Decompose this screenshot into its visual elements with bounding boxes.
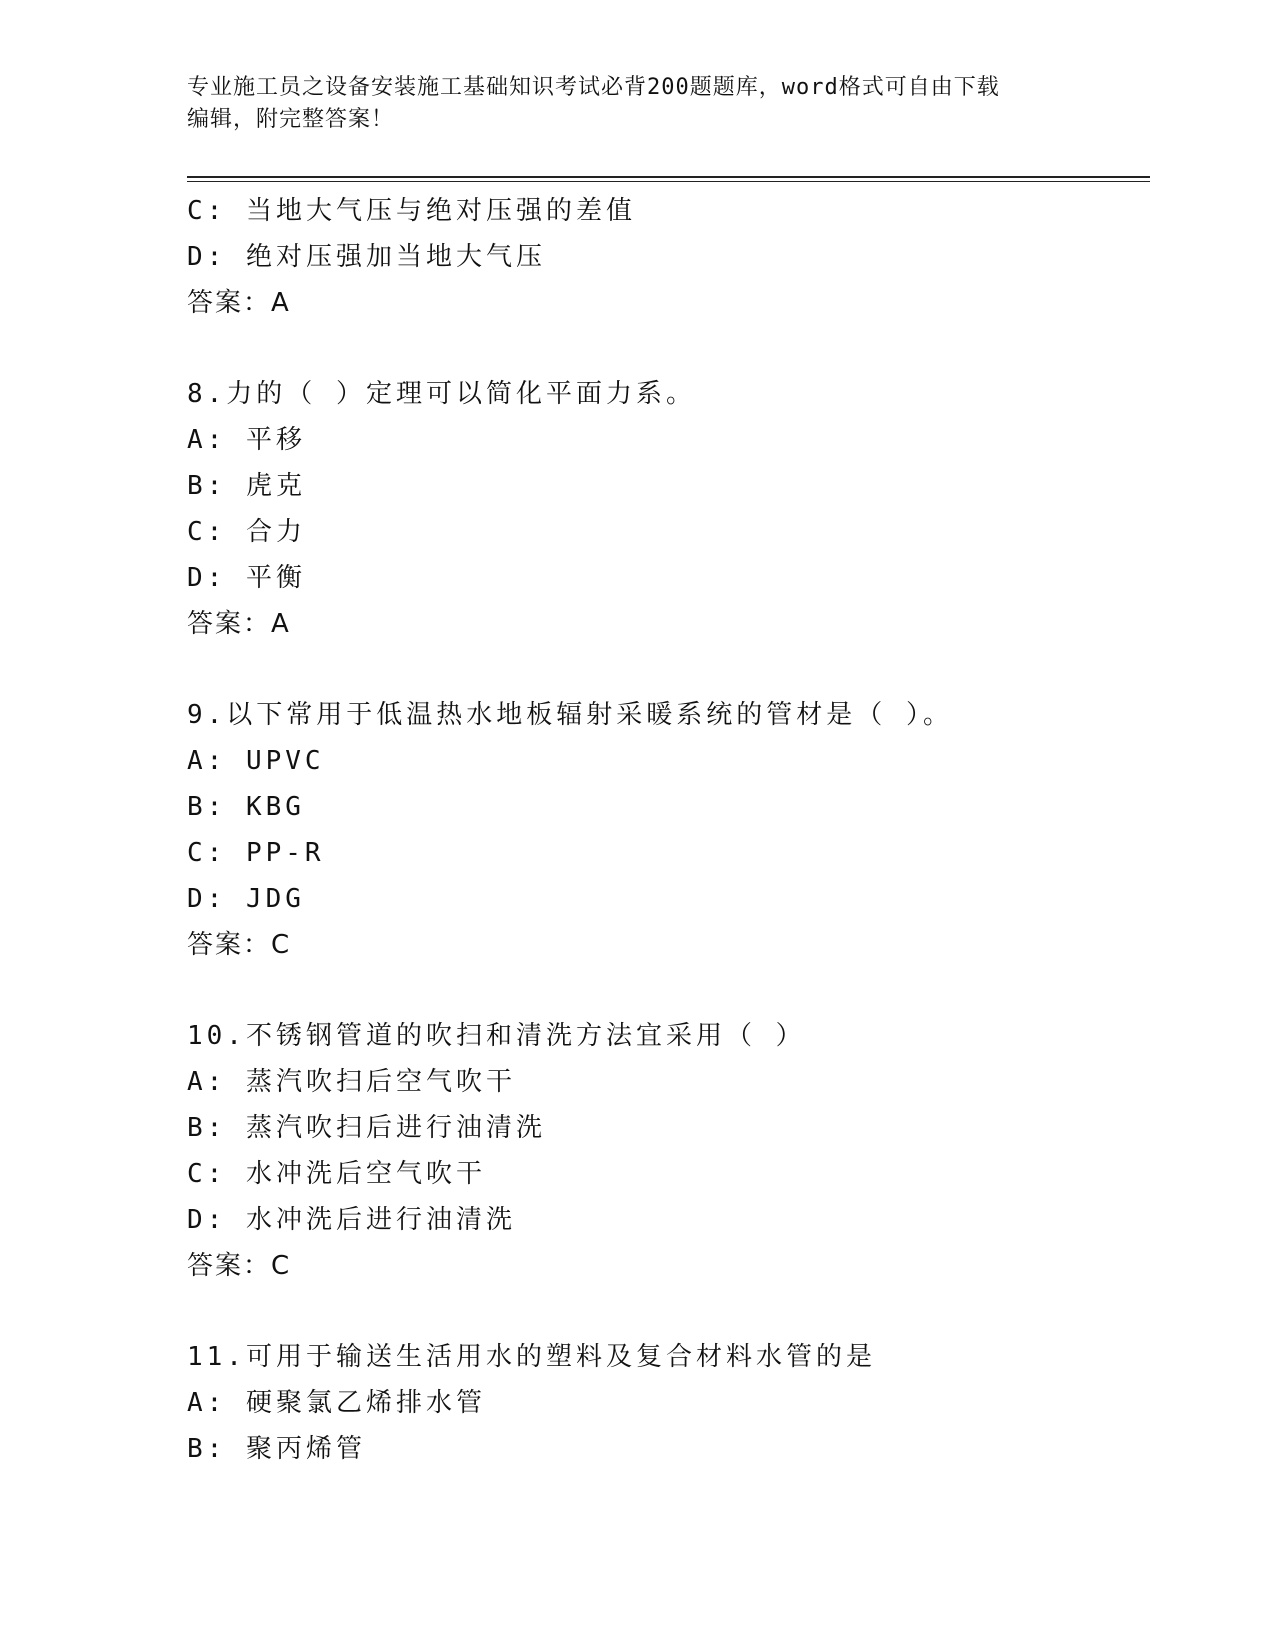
document-header — [187, 72, 1087, 136]
header-line-2: 编辑，附完整答案！ — [187, 107, 395, 132]
option-c: C: 合力 — [187, 517, 306, 547]
answer-line: 答案：A — [187, 288, 291, 318]
header-divider-thin — [187, 181, 1150, 182]
question-11 — [187, 1334, 1147, 1472]
option-d: D: 水冲洗后进行油清洗 — [187, 1205, 516, 1235]
question-10 — [187, 1013, 1147, 1289]
option-a: A: UPVC — [187, 746, 325, 776]
question-stem: 11.可用于输送生活用水的塑料及复合材料水管的是 — [187, 1342, 876, 1372]
option-c: C: 当地大气压与绝对压强的差值 — [187, 196, 636, 226]
option-d: D: 平衡 — [187, 563, 306, 593]
option-b: B: KBG — [187, 792, 305, 822]
question-stem: 9.以下常用于低温热水地板辐射采暖系统的管材是（ ）。 — [187, 700, 953, 730]
question-list — [187, 188, 1147, 1472]
option-c: C: PP-R — [187, 838, 325, 868]
question-8 — [187, 371, 1147, 647]
question-stem: 8.力的（ ）定理可以简化平面力系。 — [187, 379, 696, 409]
answer-line: 答案：C — [187, 930, 292, 960]
option-b: B: 聚丙烯管 — [187, 1434, 366, 1464]
answer-line: 答案：C — [187, 1251, 292, 1281]
question-stem: 10.不锈钢管道的吹扫和清洗方法宜采用（ ） — [187, 1021, 806, 1051]
header-line-1: 专业施工员之设备安装施工基础知识考试必背200题题库，word格式可自由下载 — [187, 75, 1000, 100]
header-divider-thick — [187, 176, 1150, 178]
option-a: A: 蒸汽吹扫后空气吹干 — [187, 1067, 516, 1097]
option-d: D: 绝对压强加当地大气压 — [187, 242, 546, 272]
question-9 — [187, 692, 1147, 968]
option-b: B: 虎克 — [187, 471, 306, 501]
option-a: A: 硬聚氯乙烯排水管 — [187, 1388, 486, 1418]
option-a: A: 平移 — [187, 425, 306, 455]
option-b: B: 蒸汽吹扫后进行油清洗 — [187, 1113, 546, 1143]
option-c: C: 水冲洗后空气吹干 — [187, 1159, 486, 1189]
option-d: D: JDG — [187, 884, 305, 914]
question-7-partial — [187, 188, 1147, 326]
answer-line: 答案：A — [187, 609, 291, 639]
